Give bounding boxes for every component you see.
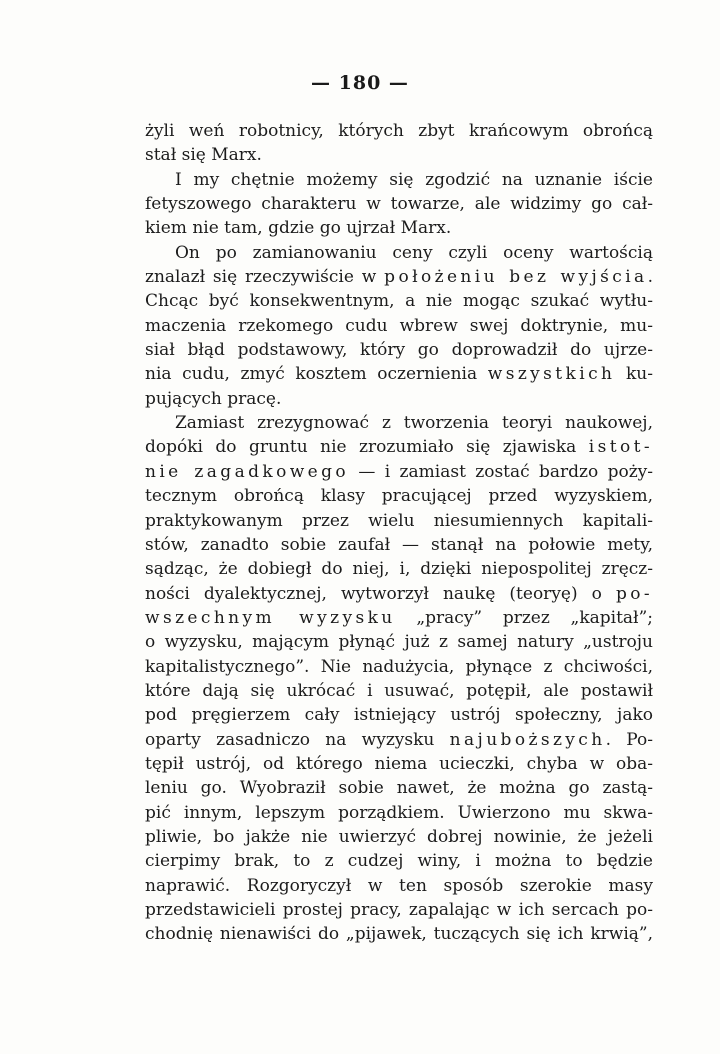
- text-line: [145, 752, 653, 776]
- text-segment: przedstawicieli prostej pracy, zapalając w ich sercach po-: [145, 900, 653, 920]
- text-line: [145, 509, 653, 533]
- body-text: [145, 119, 653, 947]
- text-segment: stał się Marx.: [145, 145, 262, 166]
- text-segment: tecznym obrońcą klasy pracującej przed wyzyskiem,: [145, 486, 653, 507]
- text-line: [145, 168, 653, 192]
- text-line: [145, 582, 653, 606]
- text-segment: maczenia rzekomego cudu wbrew swej doktrynie, mu-: [145, 315, 653, 336]
- page-number: — 180 —: [311, 72, 409, 94]
- text-segment: . Po-: [605, 729, 653, 750]
- text-line: [145, 606, 653, 630]
- emphasized-segment: najuboższych: [449, 729, 606, 750]
- text-line: [145, 703, 653, 727]
- text-line: [145, 460, 653, 484]
- text-line: [145, 143, 653, 167]
- text-segment: nia cudu, zmyć kosztem oczernienia: [145, 364, 488, 385]
- text-line: [145, 338, 653, 362]
- text-segment: I my chętnie możemy się zgodzić na uznanie iście: [175, 169, 653, 190]
- text-segment: oparty zasadniczo na wyzysku: [145, 729, 450, 750]
- text-line: [145, 265, 653, 289]
- text-segment: naprawić. Rozgoryczył w ten sposób szerokie masy: [145, 875, 653, 896]
- text-segment: pujących pracę.: [145, 388, 282, 409]
- emphasized-segment: istot-: [588, 437, 653, 458]
- text-segment: — i zamiast zostać bardzo poży-: [349, 461, 653, 482]
- text-segment: chodnię nienawiści do „pijawek, tuczących się ich krwią”,: [145, 924, 653, 945]
- text-line: [145, 216, 653, 240]
- text-segment: znalazł się rzeczywiście w: [145, 267, 385, 288]
- text-segment: Chcąc być konsekwentnym, a nie mogąc szukać wytłu-: [145, 291, 653, 312]
- text-segment: fetyszowego charakteru w towarze, ale widzimy go cał-: [145, 194, 653, 215]
- text-line: [145, 289, 653, 313]
- text-line: [145, 435, 653, 459]
- emphasized-segment: wszechnym wyzysku: [145, 607, 396, 628]
- emphasized-segment: położeniu bez wyjścia: [384, 267, 648, 288]
- text-segment: praktykowanym przez wielu niesumiennych kapitali-: [145, 510, 653, 531]
- text-line: [145, 192, 653, 216]
- text-segment: żyli weń robotnicy, których zbyt krańcowym obrońcą: [145, 121, 653, 141]
- text-segment: pliwie, bo jakże nie uwierzyć dobrej nowinie, że jeżeli: [145, 826, 653, 847]
- text-segment: „pracy” przez „kapitał”;: [395, 607, 653, 628]
- text-segment: ku-: [615, 364, 653, 385]
- text-line: [145, 898, 653, 922]
- text-segment: które dają się ukrócać i usuwać, potępił, ale postawił: [145, 680, 653, 701]
- text-line: [145, 801, 653, 825]
- text-line: [145, 411, 653, 435]
- text-segment: siał błąd podstawowy, który go doprowadził do ujrze-: [145, 340, 653, 361]
- text-line: [145, 630, 653, 654]
- emphasized-segment: nie zagadkowego: [145, 461, 350, 482]
- text-line: [145, 387, 653, 411]
- text-segment: pić innym, lepszym porządkiem. Uwierzono mu skwa-: [145, 802, 653, 823]
- text-line: [145, 874, 653, 898]
- text-line: [145, 776, 653, 800]
- emphasized-segment: wszystkich: [487, 364, 616, 385]
- text-line: [145, 314, 653, 338]
- text-line: [145, 241, 653, 265]
- text-segment: cierpimy brak, to z cudzej winy, i można to będzie: [145, 851, 653, 872]
- text-line: [145, 728, 653, 752]
- text-line: [145, 825, 653, 849]
- text-segment: pod pręgierzem cały istniejący ustrój społeczny, jako: [145, 705, 653, 726]
- text-segment: ności dyalektycznej, wytworzył naukę (teoryę) o: [145, 583, 616, 604]
- text-segment: Zamiast zrezygnować z tworzenia teoryi naukowej,: [175, 413, 653, 434]
- text-segment: stów, zanadto sobie zaufał — stanął na połowie mety,: [145, 534, 653, 555]
- text-line: [145, 533, 653, 557]
- text-line: [145, 484, 653, 508]
- text-line: [145, 849, 653, 873]
- text-segment: dopóki do gruntu nie zrozumiało się zjawiska: [145, 437, 589, 458]
- text-segment: tępił ustrój, od którego niema ucieczki, chyba w oba-: [145, 753, 653, 774]
- text-line: [145, 119, 653, 143]
- text-segment: On po zamianowaniu ceny czyli oceny wartością: [175, 242, 653, 263]
- text-line: [145, 557, 653, 581]
- emphasized-segment: po-: [615, 583, 653, 604]
- text-segment: kiem nie tam, gdzie go ujrzał Marx.: [145, 218, 452, 239]
- text-line: [145, 362, 653, 386]
- text-segment: o wyzysku, mającym płynąć już z samej natury „ustroju: [145, 632, 653, 653]
- text-line: [145, 679, 653, 703]
- text-segment: kapitalistycznego”. Nie nadużycia, płynące z chciwości,: [145, 656, 653, 677]
- text-segment: sądząc, że dobiegł do niej, i, dzięki niepospolitej zręcz-: [145, 559, 653, 580]
- text-line: [145, 922, 653, 946]
- text-segment: leniu go. Wyobraził sobie nawet, że można go zastą-: [145, 778, 653, 799]
- text-segment: .: [647, 267, 653, 288]
- text-line: [145, 655, 653, 679]
